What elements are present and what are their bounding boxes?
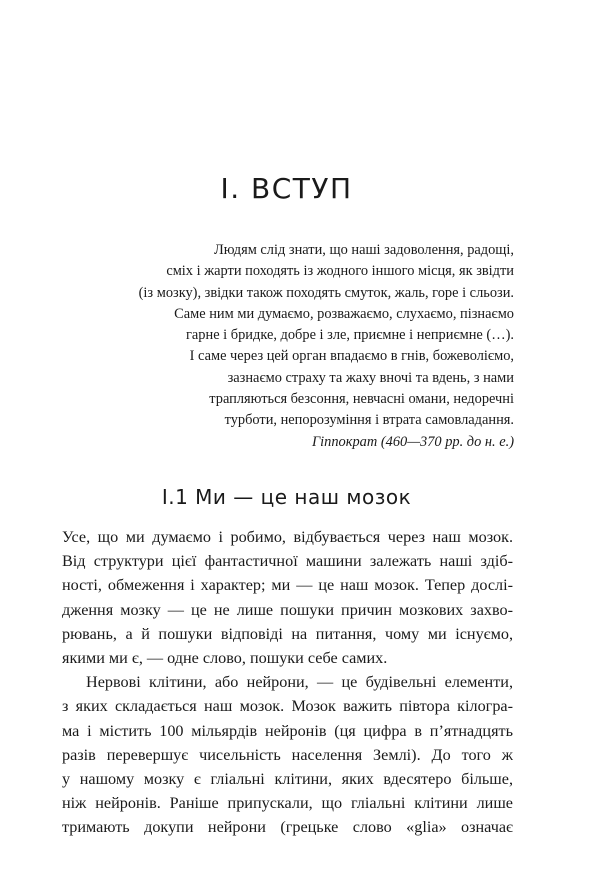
paragraph-line: якими ми є, — одне слово, пошуки себе самих. — [62, 649, 388, 668]
paragraph-line: Усе, що ми думаємо і робимо, відбувається через наш мозок. — [62, 528, 513, 546]
epigraph-line: І саме через цей орган впадаємо в гнів, божеволіємо, — [189, 348, 514, 365]
paragraph-line: Від структури цієї фантастичної машини залежать наші здіб- — [62, 552, 513, 571]
epigraph-line: турботи, непорозуміння і втрата самовладання. — [224, 412, 514, 429]
body-text — [62, 525, 513, 840]
epigraph-line: Саме ним ми думаємо, розважаємо, слухаємо, пізнаємо — [174, 305, 514, 322]
epigraph-line: Людям слід знати, що наші задоволення, радощі, — [214, 242, 514, 258]
paragraph-line: ніж нейронів. Раніше припускали, що гліальні клітини лише — [62, 794, 513, 813]
epigraph-line: трапляються безсоння, невчасні омани, недоречні — [209, 391, 514, 408]
paragraph-line: з яких складається наш мозок. Мозок важить півтора кілогра- — [62, 697, 513, 716]
epigraph-attribution: Гіппократ (460—370 рр. до н. е.) — [311, 433, 514, 450]
paragraph-line: ма і містить 100 мільярдів нейронів (ця цифра в п’ятнадцять — [62, 721, 513, 740]
paragraph-line: у нашому мозку є гліальні клітини, яких вдесятеро більше, — [62, 770, 513, 789]
paragraph-line: рювань, а й пошуки відповіді на питання, чому ми існуємо, — [62, 624, 513, 643]
paragraph-line: тримають докупи нейрони (грецьке слово «glia» означає — [62, 818, 513, 837]
epigraph-line: гарне і бридке, добре і зле, приємне і неприємне (…). — [186, 327, 514, 344]
epigraph-line: (із мозку), звідки також походять смуток, жаль, горе і сльози. — [138, 284, 514, 301]
section-title: І.1 Ми — це наш мозок — [161, 485, 412, 509]
epigraph — [114, 240, 514, 453]
paragraph-line: разів перевершує чисельність населення Землі). До того ж — [62, 745, 513, 764]
epigraph-line: зазнаємо страху та жаху вночі та вдень, з нами — [227, 369, 514, 386]
paragraph-line: Нервові клітини, або нейрони, — це будівельні елементи, — [86, 673, 513, 692]
epigraph-line: сміх і жарти походять із жодного іншого місця, як звідти — [166, 263, 514, 280]
paragraph-line: ності, обмеження і характер; ми — це наш мозок. Тепер дослі- — [62, 576, 513, 595]
chapter-title: І. ВСТУП — [220, 172, 353, 205]
paragraph-line: дження мозку — це не лише пошуки причин мозкових захво- — [62, 600, 513, 619]
